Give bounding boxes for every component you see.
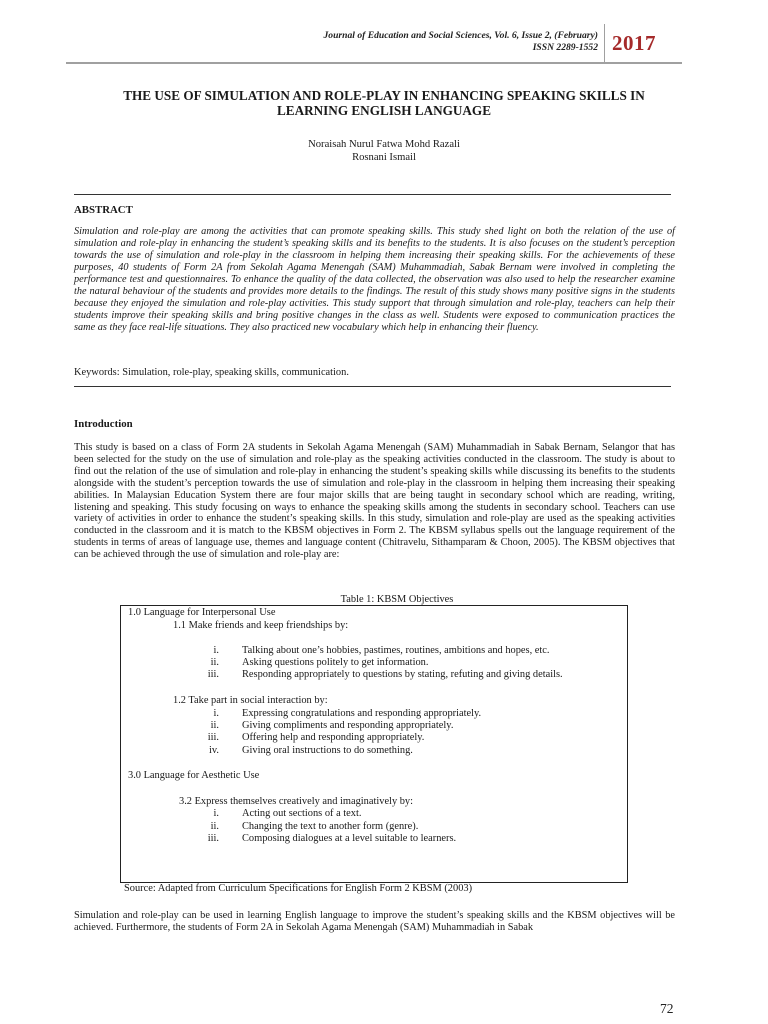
- table-item: Giving compliments and responding appropriately.: [242, 720, 454, 731]
- table-item-number: ii.: [210, 821, 219, 832]
- table-item-number: i.: [213, 645, 219, 656]
- author-name: Noraisah Nurul Fatwa Mohd Razali: [308, 139, 460, 150]
- journal-year: 2017: [612, 31, 656, 55]
- table-item-number: ii.: [210, 720, 219, 731]
- author-list: [70, 139, 698, 164]
- table-item: Responding appropriately to questions by stating, refuting and giving details.: [242, 669, 563, 680]
- table-item: Giving oral instructions to do something.: [242, 745, 413, 756]
- body-paragraph: Simulation and role-play can be used in learning English language to improve the student’s speaking skills and the KBSM objectives will be achieved. Furthermore, the students of Form 2A in Sekolah Agama Menengah (SAM) Muhammadiah in Sabak: [74, 910, 675, 933]
- table-item: Acting out sections of a text.: [242, 808, 362, 819]
- table-caption: Table 1: KBSM Objectives: [340, 594, 454, 605]
- table-item: Offering help and responding appropriately.: [242, 732, 425, 743]
- journal-citation: Journal of Education and Social Sciences, Vol. 6, Issue 2, (February): [323, 30, 598, 41]
- abstract-bottom-rule: [74, 386, 671, 387]
- table-item-number: iii.: [207, 669, 219, 680]
- paper-title-line-1: THE USE OF SIMULATION AND ROLE-PLAY IN ENHANCING SPEAKING SKILLS IN: [123, 88, 645, 103]
- kbsm-objectives-table: [120, 605, 628, 883]
- header-divider-vertical: [604, 24, 605, 62]
- table-section-heading: 1.0 Language for Interpersonal Use: [128, 607, 276, 618]
- table-item: Changing the text to another form (genre).: [242, 821, 419, 832]
- table-item: Composing dialogues at a level suitable to learners.: [242, 833, 457, 844]
- table-item-number: iii.: [207, 833, 219, 844]
- journal-issn: ISSN 2289-1552: [532, 42, 598, 53]
- paper-title-line-2: LEARNING ENGLISH LANGUAGE: [277, 103, 491, 118]
- abstract-top-rule: [74, 194, 671, 195]
- abstract-text: Simulation and role-play are among the activities that can promote speaking skills. This study shed light on both the relation of the use of simulation and role-play in enhancing the student’s speaking skills and its benefits to the students. It is also focuses on the student’s perception towards the use of simulation and role-play in the classroom in helping them increasing their speaking skills. For the achievements of these purposes, 40 students of Form 2A from Sekolah Agama Menengah (SAM) Muhammadiah, Sabak Bernam were involved in completing the performance test and questionnaires. To enhance the quality of the data collected, the observation was also used to help the researcher examine the natural behaviour of the students and provides more details to the findings. The result of this study shows many positive signs in the students because they enjoyed the simulation and role-play activities. This study support that through simulation and role-play, teachers can help their students improve their speaking skills and bring positive changes in the class as well. Students were exposed to communication practices the same as they face real-life situations. They also practiced new vocabulary which help in enhancing their fluency.: [74, 226, 675, 333]
- table-subsection-heading: 3.2 Express themselves creatively and imaginatively by:: [179, 796, 414, 807]
- paper-title: [70, 88, 698, 118]
- keywords: Keywords: Simulation, role-play, speaking skills, communication.: [74, 367, 349, 378]
- table-subsection-heading: 1.2 Take part in social interaction by:: [173, 695, 328, 706]
- table-item: Expressing congratulations and responding appropriately.: [242, 708, 482, 719]
- introduction-paragraph: This study is based on a class of Form 2A students in Sekolah Agama Menengah (SAM) Muhammadiah in Sabak Bernam, Selangor that has been selected for the study on the use of simulation and role-play as the speaking activities conducted in the classroom. The study is about to find out the relation of the use of simulation and role-play in enhancing the student’s speaking skills while discussing its benefits to the students alongside with the student’s perception towards the use of simulation and role-play in the classroom in helping them increasing their speaking abilities. In Malaysian Education System there are four major skills that are being taught in secondary school which are reading, writing, listening and speaking. This study focusing on ways to enhance the speaking skills among the students in secondary school. Teachers can use variety of activities in order to enhance the student’s speaking skills. In this study, simulation and role-play are used as the speaking activities conducted in the classroom and it is match to the KBSM objectives in Form 2. The KBSM syllabus spells out the language requirement of the students in terms of areas of language use, themes and language content (Chitravelu, Sithamparam & Choon, 2005). The KBSM objectives that can be achieved through the use of simulation and role-play are:: [74, 442, 675, 561]
- journal-header: [323, 30, 598, 54]
- table-item-number: i.: [213, 808, 219, 819]
- table-section-heading: 3.0 Language for Aesthetic Use: [128, 770, 260, 781]
- table-item: Talking about one’s hobbies, pastimes, routines, ambitions and hopes, etc.: [242, 645, 550, 656]
- page-number: 72: [660, 1001, 674, 1016]
- table-item-number: i.: [213, 708, 219, 719]
- table-item-number: iv.: [208, 745, 219, 756]
- table-source: Source: Adapted from Curriculum Specifications for English Form 2 KBSM (2003): [124, 883, 473, 894]
- introduction-heading: Introduction: [74, 418, 133, 430]
- table-item-number: iii.: [207, 732, 219, 743]
- table-item: Asking questions politely to get information.: [242, 657, 429, 668]
- header-divider: [66, 62, 682, 64]
- table-subsection-heading: 1.1 Make friends and keep friendships by:: [173, 620, 349, 631]
- table-item-number: ii.: [210, 657, 219, 668]
- abstract-heading: ABSTRACT: [74, 204, 133, 216]
- author-name: Rosnani Ismail: [352, 151, 416, 163]
